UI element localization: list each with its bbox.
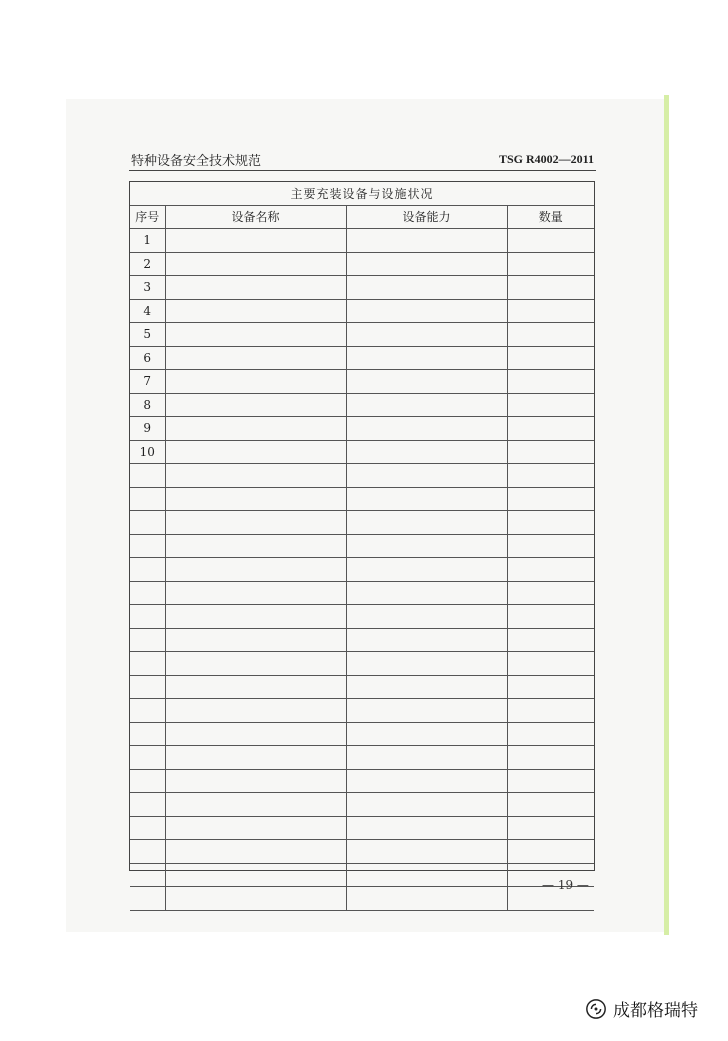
device-capacity-cell [346,675,507,699]
device-name-cell [165,393,346,417]
row-index-cell [130,863,165,887]
device-capacity-cell [346,793,507,817]
device-name-cell [165,675,346,699]
device-name-cell [165,323,346,347]
running-header-code: TSG R4002—2011 [498,152,594,166]
device-capacity-cell [346,252,507,276]
device-name-cell [165,605,346,629]
row-index-cell [130,840,165,864]
table-row [130,393,594,417]
quantity-cell [507,816,594,840]
device-capacity-cell [346,840,507,864]
device-capacity-cell [346,652,507,676]
quantity-cell [507,370,594,394]
row-index-cell: 4 [130,299,165,323]
quantity-cell [507,840,594,864]
quantity-cell [507,252,594,276]
table-row [130,628,594,652]
quantity-cell [507,675,594,699]
row-index-cell: 10 [130,440,165,464]
quantity-cell [507,699,594,723]
wechat-official-account-icon [585,998,607,1020]
quantity-cell [507,440,594,464]
quantity-cell [507,487,594,511]
table-row [130,769,594,793]
table-row [130,417,594,441]
table-row [130,558,594,582]
table-row [130,299,594,323]
table-row [130,699,594,723]
device-capacity-cell [346,440,507,464]
device-capacity-cell [346,464,507,488]
quantity-cell [507,652,594,676]
row-index-cell: 5 [130,323,165,347]
device-name-cell [165,769,346,793]
quantity-cell [507,722,594,746]
table-row [130,511,594,535]
row-index-cell [130,675,165,699]
device-capacity-cell [346,276,507,300]
device-capacity-cell [346,370,507,394]
quantity-cell [507,558,594,582]
row-index-cell [130,793,165,817]
device-name-cell [165,840,346,864]
device-capacity-cell [346,393,507,417]
row-index-cell [130,511,165,535]
quantity-cell [507,346,594,370]
device-capacity-cell [346,699,507,723]
device-capacity-cell [346,581,507,605]
table-row [130,229,594,253]
device-name-cell [165,722,346,746]
column-header-capacity: 设备能力 [346,205,507,229]
row-index-cell [130,652,165,676]
row-index-cell [130,558,165,582]
row-index-cell [130,887,165,911]
device-capacity-cell [346,346,507,370]
page-edge [664,95,669,935]
device-name-cell [165,581,346,605]
table-row [130,252,594,276]
quantity-cell [507,464,594,488]
equipment-table-frame [129,181,595,871]
device-name-cell [165,299,346,323]
device-name-cell [165,746,346,770]
device-capacity-cell [346,746,507,770]
row-index-cell [130,816,165,840]
table-row [130,816,594,840]
device-capacity-cell [346,417,507,441]
row-index-cell: 1 [130,229,165,253]
device-name-cell [165,370,346,394]
column-header-index: 序号 [130,205,165,229]
table-row [130,323,594,347]
table-row [130,440,594,464]
table-row [130,581,594,605]
quantity-cell [507,628,594,652]
device-capacity-cell [346,605,507,629]
device-capacity-cell [346,628,507,652]
table-row [130,722,594,746]
table-row [130,464,594,488]
device-capacity-cell [346,863,507,887]
row-index-cell [130,628,165,652]
device-name-cell [165,346,346,370]
quantity-cell [507,534,594,558]
device-capacity-cell [346,323,507,347]
quantity-cell [507,605,594,629]
quantity-cell [507,793,594,817]
table-row [130,370,594,394]
device-name-cell [165,464,346,488]
table-row [130,746,594,770]
row-index-cell [130,534,165,558]
device-capacity-cell [346,769,507,793]
row-index-cell [130,722,165,746]
device-capacity-cell [346,534,507,558]
row-index-cell [130,746,165,770]
table-row [130,487,594,511]
quantity-cell [507,393,594,417]
device-capacity-cell [346,816,507,840]
row-index-cell [130,699,165,723]
row-index-cell: 9 [130,417,165,441]
table-row [130,276,594,300]
device-capacity-cell [346,887,507,911]
row-index-cell [130,769,165,793]
device-name-cell [165,252,346,276]
table-row [130,346,594,370]
table-row [130,605,594,629]
table-row [130,887,594,911]
table-row [130,675,594,699]
device-name-cell [165,793,346,817]
device-capacity-cell [346,487,507,511]
quantity-cell [507,229,594,253]
device-name-cell [165,417,346,441]
row-index-cell [130,581,165,605]
running-header-title: 特种设备安全技术规范 [131,154,262,169]
watermark-text: 成都格瑞特 [613,1001,698,1021]
device-name-cell [165,487,346,511]
quantity-cell [507,746,594,770]
device-name-cell [165,229,346,253]
row-index-cell: 2 [130,252,165,276]
table-row [130,534,594,558]
quantity-cell [507,511,594,535]
device-capacity-cell [346,511,507,535]
table-title: 主要充装设备与设施状况 [130,182,594,205]
header-rule [129,170,596,171]
table-row [130,793,594,817]
quantity-cell [507,769,594,793]
row-index-cell: 6 [130,346,165,370]
device-name-cell [165,652,346,676]
device-name-cell [165,887,346,911]
device-name-cell [165,699,346,723]
watermark [585,996,698,1021]
column-header-quantity: 数量 [507,205,594,229]
device-capacity-cell [346,299,507,323]
quantity-cell [507,276,594,300]
device-name-cell [165,511,346,535]
row-index-cell: 8 [130,393,165,417]
device-capacity-cell [346,722,507,746]
device-name-cell [165,534,346,558]
row-index-cell [130,487,165,511]
device-name-cell [165,558,346,582]
device-name-cell [165,628,346,652]
device-capacity-cell [346,229,507,253]
device-name-cell [165,440,346,464]
device-capacity-cell [346,558,507,582]
quantity-cell [507,417,594,441]
row-index-cell: 3 [130,276,165,300]
quantity-cell [507,299,594,323]
device-name-cell [165,276,346,300]
equipment-table [130,182,594,911]
quantity-cell [507,323,594,347]
page-number: — 19 — [542,878,589,892]
table-row [130,863,594,887]
row-index-cell [130,605,165,629]
row-index-cell: 7 [130,370,165,394]
device-name-cell [165,863,346,887]
column-header-name: 设备名称 [165,205,346,229]
quantity-cell [507,581,594,605]
row-index-cell [130,464,165,488]
device-name-cell [165,816,346,840]
table-row [130,840,594,864]
table-row [130,652,594,676]
